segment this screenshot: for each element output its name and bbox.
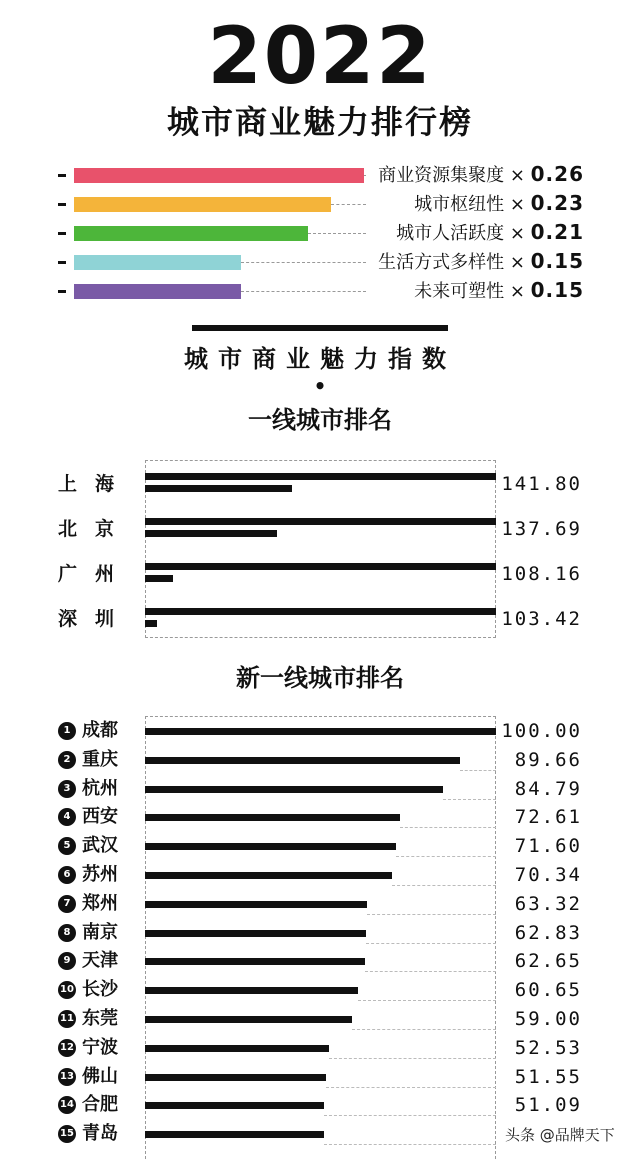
weight-value: 0.26 [530,162,584,186]
newtier1-bar [145,930,366,937]
newtier1-score: 62.65 [514,950,582,973]
newtier1-score: 51.09 [514,1094,582,1117]
weight-mult: × [509,252,531,273]
weight-label [414,279,584,303]
weight-dash [58,203,66,206]
rank-badge: 8 [58,924,76,942]
weight-name: 生活方式多样性 [378,252,510,273]
newtier1-city: 重庆 [82,748,118,770]
newtier1-score: 60.65 [514,979,582,1002]
tier1-city: 上海 [58,473,133,495]
weight-value: 0.23 [530,191,584,215]
watermark [505,1124,615,1145]
newtier1-bar [145,728,496,735]
weight-dash [58,290,66,293]
newtier1-city: 苏州 [82,864,118,885]
weight-name: 商业资源集聚度 [378,165,510,186]
newtier1-score: 71.60 [514,835,582,858]
tier1-city: 北京 [58,518,133,540]
chart-title: 城市商业魅力排行榜 [166,103,473,141]
weight-name: 城市人活跃度 [396,223,510,244]
rank-badge: 5 [58,837,76,855]
weight-bar [74,197,331,212]
newtier1-city: 佛山 [82,1065,118,1087]
newtier1-city: 成都 [82,720,118,741]
dot-separator: • [313,374,327,398]
newtier1-bar [145,757,460,764]
index-title: 城市商业魅力指数 [184,345,456,373]
tier1-city: 广州 [58,563,133,585]
watermark-text: 头条 @品牌天下 [505,1126,615,1144]
newtier1-score: 59.00 [514,1008,582,1030]
newtier1-score: 89.66 [514,748,582,771]
weight-leader [364,175,366,176]
newtier1-city: 长沙 [82,979,118,1001]
weight-mult: × [509,281,531,302]
weight-dash [58,232,66,235]
newtier1-bar [145,901,367,908]
tier1-bar-main [145,473,496,480]
newtier1-score: 51.55 [514,1065,582,1088]
weight-mult: × [509,194,531,215]
tier1-score: 108.16 [501,563,582,585]
tier1-score: 137.69 [501,518,582,540]
rank-badge: 12 [58,1039,76,1057]
tier1-bar-main [145,563,496,570]
newtier1-score: 70.34 [514,864,582,886]
rank-badge: 7 [58,895,76,913]
rank-badge: 15 [58,1125,76,1143]
newtier1-city: 天津 [82,950,118,972]
tier1-bar-sub [145,530,277,537]
tier1-bar-main [145,608,496,615]
weight-name: 城市枢纽性 [414,194,510,215]
newtier1-city: 郑州 [82,892,118,914]
newtier1-score: 63.32 [514,892,582,915]
rank-badge: 14 [58,1096,76,1114]
tier1-bar-sub [145,485,292,492]
rank-badge: 1 [58,722,76,740]
newtier1-bar [145,1074,326,1081]
weight-bar [74,284,241,299]
weight-leader [331,204,366,205]
weight-leader [308,233,366,234]
weight-label [414,192,584,216]
weight-dash [58,174,66,177]
newtier1-bar [145,872,392,879]
weight-leader [241,262,366,263]
newtier1-title: 新一线城市排名 [236,664,404,692]
newtier1-score: 84.79 [514,777,582,800]
newtier1-bar [145,1016,352,1023]
section-divider [192,325,448,331]
newtier1-leader [324,1144,496,1145]
newtier1-city: 武汉 [82,835,118,857]
newtier1-bar [145,843,396,850]
newtier1-city: 杭州 [82,777,118,799]
weight-mult: × [509,223,531,244]
tier1-bar-sub [145,620,157,627]
weight-dash [58,261,66,264]
newtier1-bar [145,1131,324,1138]
newtier1-city: 青岛 [82,1123,118,1145]
weight-leader [241,291,366,292]
newtier1-city: 西安 [82,806,118,828]
chart-year: 2022 [207,12,433,102]
weight-bar [74,168,364,183]
newtier1-city: 南京 [82,921,118,943]
newtier1-score: 72.61 [514,806,582,829]
rank-badge: 3 [58,780,76,798]
weight-value: 0.21 [530,220,584,244]
newtier1-frame [145,716,496,1159]
rank-badge: 9 [58,952,76,970]
weight-bar [74,226,308,241]
tier1-title: 一线城市排名 [248,406,392,434]
newtier1-bar [145,786,443,793]
weight-label [378,250,584,274]
newtier1-bar [145,1045,329,1052]
weight-mult: × [509,165,531,186]
tier1-bar-main [145,518,496,525]
weight-label [396,221,584,245]
rank-badge: 13 [58,1068,76,1086]
newtier1-bar [145,1102,324,1109]
newtier1-score: 100.00 [501,720,582,742]
rank-badge: 10 [58,981,76,999]
weight-value: 0.15 [530,249,584,273]
rank-badge: 2 [58,751,76,769]
newtier1-city: 合肥 [82,1094,118,1116]
newtier1-bar [145,958,365,965]
tier1-score: 141.80 [501,473,582,495]
newtier1-bar [145,814,400,821]
weight-value: 0.15 [530,278,584,302]
tier1-bar-sub [145,575,173,582]
rank-badge: 4 [58,808,76,826]
newtier1-score: 62.83 [514,921,582,944]
newtier1-city: 宁波 [82,1036,118,1058]
weight-bar [74,255,241,270]
weight-label [378,163,584,187]
rank-badge: 11 [58,1010,76,1028]
tier1-score: 103.42 [501,608,582,630]
weight-name: 未来可塑性 [414,281,510,302]
newtier1-score: 52.53 [514,1036,582,1059]
tier1-city: 深圳 [58,608,133,630]
rank-badge: 6 [58,866,76,884]
newtier1-city: 东莞 [82,1008,118,1029]
newtier1-bar [145,987,358,994]
